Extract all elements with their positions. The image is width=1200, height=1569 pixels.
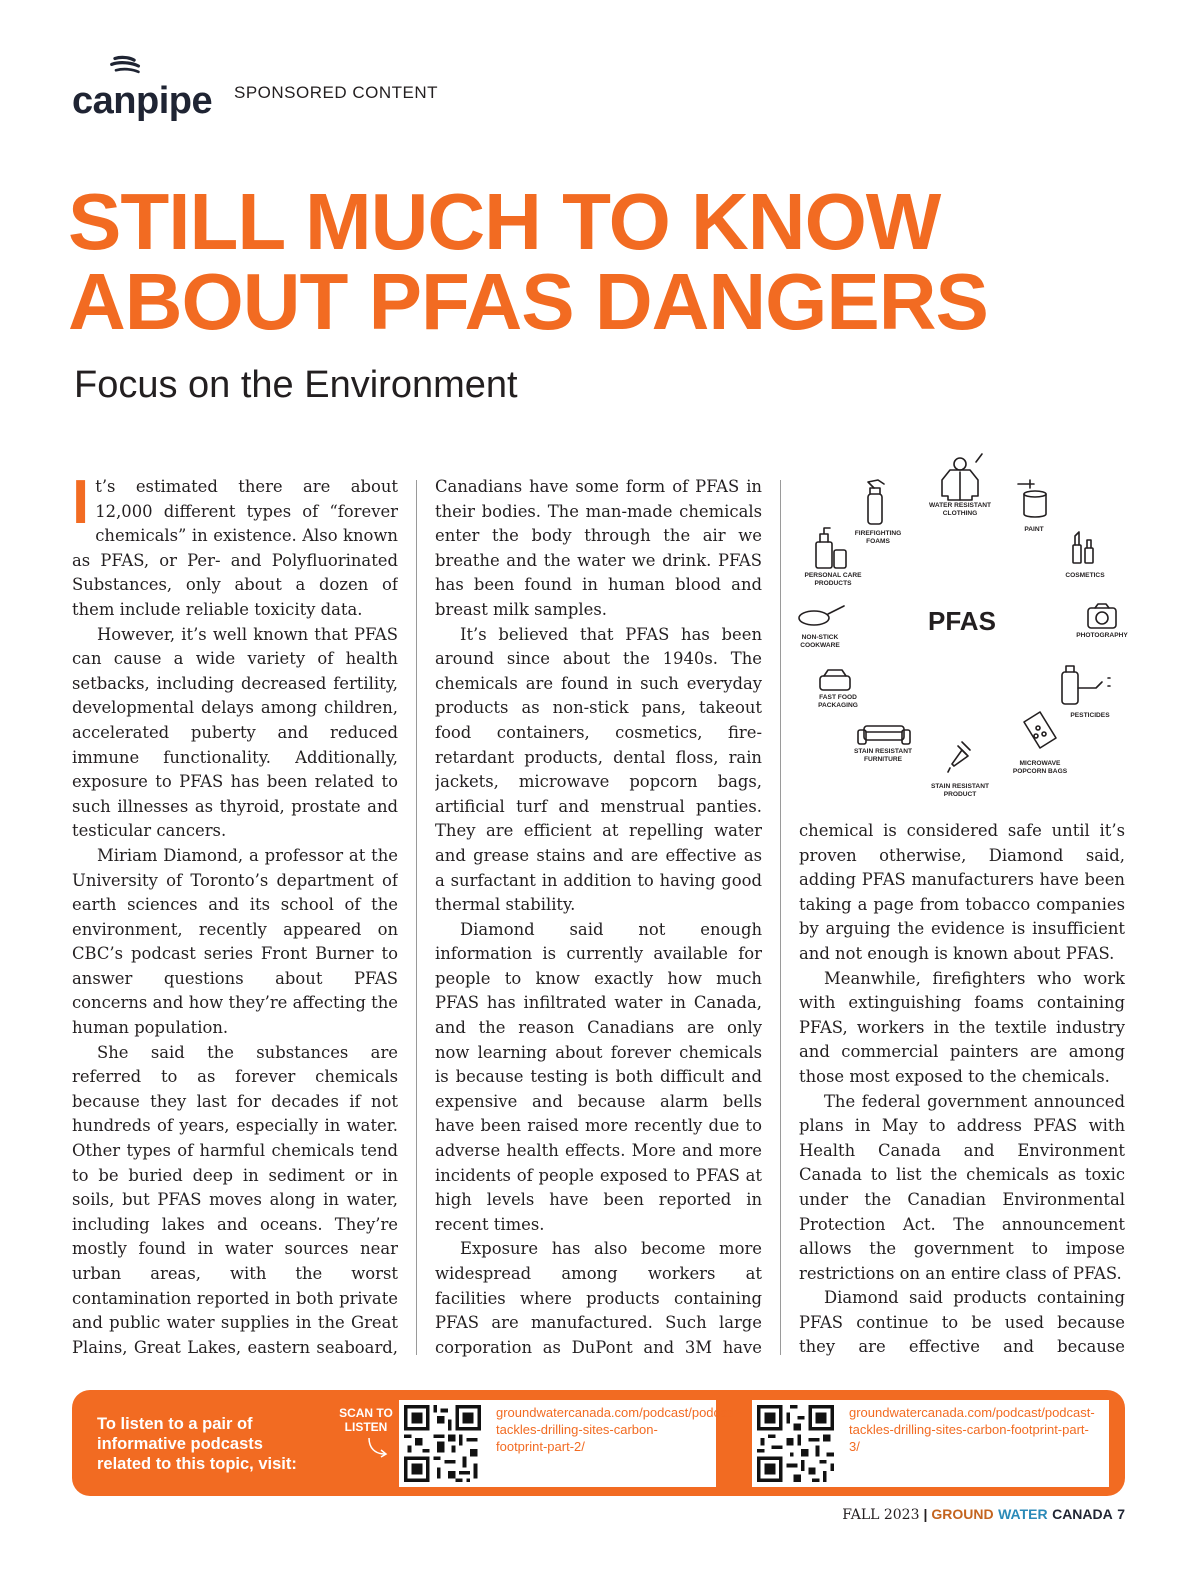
column-divider: [780, 480, 781, 1355]
paragraph: Meanwhile, firefighters who work with extinguishing foams containing PFAS, workers in the textile industry and commercial painters are among those most exposed to the chemicals.: [799, 968, 1125, 1086]
title-line-1: STILL MUCH TO KNOW: [68, 177, 941, 266]
diagram-center-label: PFAS: [928, 606, 996, 636]
arrow-icon: [367, 1436, 391, 1458]
paragraph: Diamond said products containing PFAS continue to be used because they are effective and because: [799, 1288, 1125, 1357]
label-paint: PAINT: [1024, 526, 1044, 533]
sofa-icon: [858, 726, 910, 744]
label-photography: PHOTOGRAPHY: [1076, 632, 1128, 639]
paragraph: Diamond said not enough information is currently available for people to know exactly how much PFAS has infiltrated water in Canada, and the reason Canadians are only now learning about forever chemicals is because testing is both difficult and expensive and because alarm bells have been raised more recently due to adverse health effects. More and more incidents of people exposed to PFAS at high levels have been reported in recent times.: [435, 919, 762, 1234]
article-column-2: [435, 475, 762, 1360]
page-title: [68, 177, 988, 346]
label-firefighting-foams: FIREFIGHTING FOAMS: [854, 530, 902, 545]
sponsored-label: SPONSORED CONTENT: [234, 83, 439, 102]
fire-extinguisher-icon: [868, 480, 884, 524]
frying-pan-icon: [799, 606, 844, 625]
paragraph: Canadians have some form of PFAS in their bodies. The man-made chemicals enter the body through the air we breathe and the water we drink. PFAS has been found in human blood and breast milk samples.: [435, 477, 762, 619]
page-number: 7: [1117, 1506, 1125, 1522]
scan-to-listen-label: SCAN TO LISTEN: [339, 1406, 393, 1434]
label-stain-resistant-product: STAIN RESISTANT PRODUCT: [930, 783, 989, 798]
title-line-2: ABOUT PFAS DANGERS: [68, 257, 988, 346]
paragraph: However, it’s well known that PFAS can cause a wide variety of health setbacks, including decreased fertility, developmental delays among children, accelerated puberty and reduced immune functionality. Additionally, exposure to PFAS has been related to such illnesses as thyroid, prostate and testicular cancers.: [72, 624, 398, 841]
dropper-icon: [948, 742, 970, 772]
label-fast-food-packaging: FAST FOOD PACKAGING: [818, 694, 858, 709]
article-column-1: [72, 475, 398, 1360]
canpipe-logo-icon: [100, 48, 180, 84]
podcast-link-part-2[interactable]: groundwatercanada.com/podcast/podcast-tackles-drilling-sites-carbon-footprint-part-2/: [486, 1400, 716, 1487]
paragraph: The federal government announced plans in May to address PFAS with Health Canada and Environment Canada to list the chemicals as toxic under the Canadian Environmental Protection Act. The announcement allows the government to impose restrictions on an entire class of PFAS.: [799, 1091, 1125, 1283]
qr-code-icon: [404, 1405, 481, 1482]
paragraph: Miriam Diamond, a professor at the University of Toronto’s department of earth sciences and its school of the environment, recently appeared on CBC’s podcast series Front Burner to answer questions about PFAS concerns and how they’re affecting the human population.: [72, 845, 398, 1038]
drop-cap: I: [72, 475, 90, 537]
paint-can-icon: [1018, 480, 1046, 517]
article-column-3: [799, 819, 1125, 1359]
label-pesticides: PESTICIDES: [1070, 712, 1110, 719]
brand-logo-text: canpipe: [72, 80, 213, 122]
jacket-icon: [942, 454, 982, 500]
pesticide-sprayer-icon: [1062, 666, 1110, 704]
footer-separator: |: [923, 1506, 928, 1522]
label-non-stick-cookware: NON-STICK COOKWARE: [800, 634, 840, 649]
qr-code-part-3[interactable]: [752, 1400, 839, 1487]
cosmetics-icon: [1073, 532, 1093, 563]
paragraph: She said the substances are referred to as forever chemicals because they last for decades if not hundreds of years, especially in water. Other types of harmful chemicals tend to be buried deep in sediment or in soils, but PFAS moves along in water, including lakes and oceans. They’re mostly found in water sources near urban areas, with the worst contamination reported in both private and public water supplies in the Great Plains, Great Lakes, eastern seaboard,: [72, 1042, 398, 1357]
label-stain-resistant-furniture: STAIN RESISTANT FURNITURE: [853, 748, 912, 763]
label-cosmetics: COSMETICS: [1065, 572, 1105, 579]
banner-text: To listen to a pair of informative podcasts related to this topic, visit:: [97, 1415, 297, 1473]
paragraph: It’s believed that PFAS has been around since about the 1940s. The chemicals are found in such everyday products as non-stick pans, takeout food containers, cosmetics, fire-retardant products, dental floss, rain jackets, microwave popcorn bags, artificial turf and menstrual panties. They are efficient at repelling water and grease stains and are effective as a surfactant in addition to having good thermal stability.: [435, 624, 762, 915]
brand-ground: GROUND: [931, 1506, 994, 1522]
label-personal-care-products: PERSONAL CARE PRODUCTS: [804, 572, 862, 587]
food-container-icon: [820, 670, 850, 690]
qr-code-part-2[interactable]: [399, 1400, 486, 1487]
paragraph: Exposure has also become more widespread among workers at facilities where products containing PFAS are manufactured. Such large corporation as DuPont and 3M have: [435, 1239, 762, 1357]
subtitle: Focus on the Environment: [74, 364, 518, 406]
podcast-banner: [72, 1390, 1125, 1496]
qr-code-icon: [757, 1405, 834, 1482]
camera-icon: [1088, 604, 1116, 628]
pfas-sources-diagram: [790, 450, 1135, 810]
column-divider: [416, 480, 417, 1355]
page-footer: [842, 1506, 1125, 1523]
issue-label: FALL 2023: [842, 1507, 920, 1523]
paragraph: chemical is considered safe until it’s proven otherwise, Diamond said, adding PFAS manufacturers have been taking a page from tobacco companies by arguing the evidence is insufficient and not enough is known about PFAS.: [799, 821, 1125, 963]
brand-canada: CANADA: [1052, 1506, 1113, 1522]
paragraph: It’s estimated there are about 12,000 different types of “forever chemicals” in existence. Also known as PFAS, or Per- and Polyfluorinated Substances, only about a dozen of them include reliable toxicity data.: [72, 475, 398, 619]
brand-water: WATER: [998, 1506, 1048, 1522]
label-microwave-popcorn-bags: MICROWAVE POPCORN BAGS: [1012, 760, 1068, 775]
podcast-link-part-3[interactable]: groundwatercanada.com/podcast/podcast-tackles-drilling-sites-carbon-footprint-part-3/: [839, 1400, 1109, 1487]
personal-care-icon: [816, 528, 846, 568]
label-water-resistant-clothing: WATER RESISTANT CLOTHING: [928, 502, 992, 517]
